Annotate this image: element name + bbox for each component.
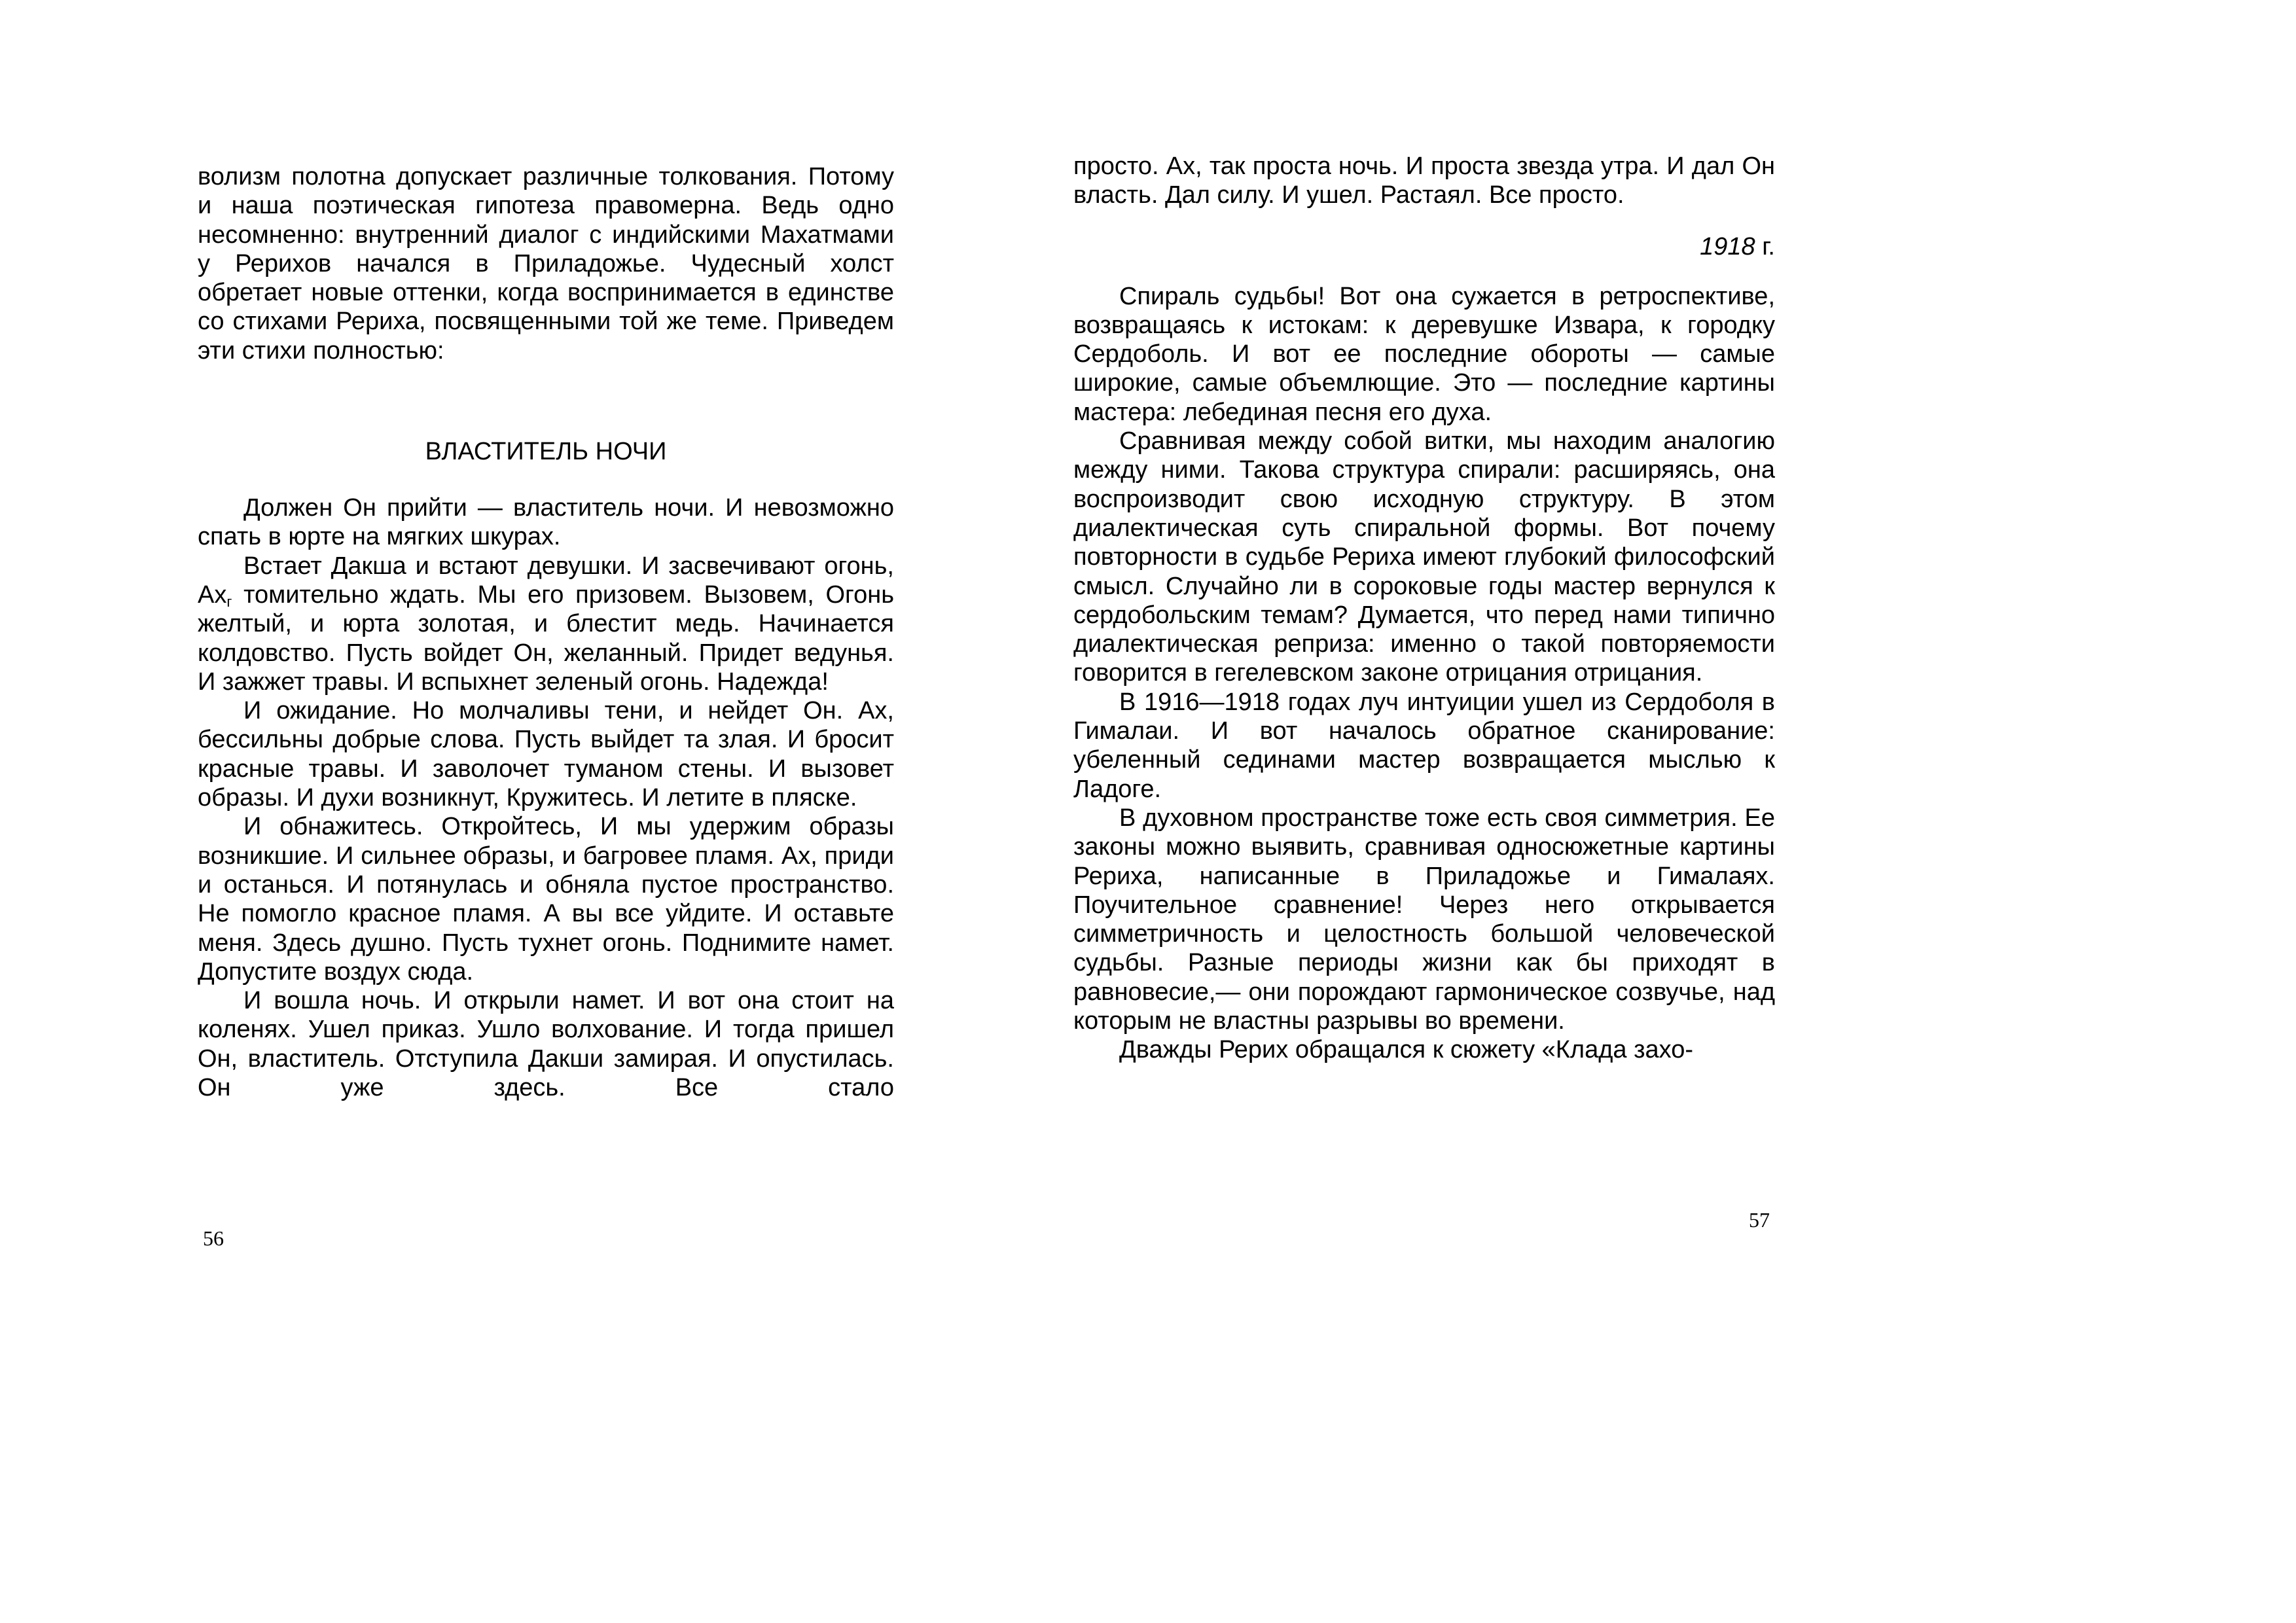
poem-paragraph: И обнажитесь. Откройтесь, И мы удержим образы возникшие. И сильнее образы, и багровее пламя. Ах, приди и останься. И потянулась и обняла пустое пространство. Не помогло красное пламя. А вы все уйдите. И оставьте меня. Здесь душно. Пусть тухнет огонь. Поднимите намет. Допустите воздух сюда. bbox=[198, 813, 894, 986]
right-text-column bbox=[1073, 152, 1775, 1065]
subscript-mark: г bbox=[226, 593, 232, 610]
poem-ending: просто. Ах, так проста ночь. И проста звезда утра. И дал Он власть. Дал силу. И ушел. Растаял. Все просто. bbox=[1073, 152, 1775, 209]
poem-text: Встает Дакша и встают девушки. И засвечивают огонь, Ах bbox=[198, 552, 894, 609]
body-paragraph: В 1916—1918 годах луч интуиции ушел из Сердоболя в Гималаи. И вот началось обратное сканирование: убеленный сединами мастер возвращается мыслью к Ладоге. bbox=[1073, 688, 1775, 803]
right-page bbox=[1073, 0, 2296, 1623]
left-text-column bbox=[198, 162, 894, 1102]
intro-paragraph: волизм полотна допускает различные толкования. Потому и наша поэтическая гипотеза правомерна. Ведь одно несомненно: внутренний диалог с индийскими Махатмами у Рерихов начался в Приладожье. Чудесный холст обретает новые оттенки, когда воспринимается в единстве со стихами Рериха, посвященными той же теме. Приведем эти стихи полностью: bbox=[198, 163, 894, 365]
poem-paragraph bbox=[198, 552, 894, 696]
page-number: 56 bbox=[203, 1226, 224, 1250]
poem-title: ВЛАСТИТЕЛЬ НОЧИ bbox=[425, 438, 667, 466]
body-paragraph: Спираль судьбы! Вот она сужается в ретроспективе, возвращаясь к истокам: к деревушке Извара, к городку Сердоболь. И вот ее последние обороты — самые широкие, самые объемлющие. Это — последние картины мастера: лебединая песня его духа. bbox=[1073, 282, 1775, 426]
poem-paragraph: Должен Он прийти — властитель ночи. И невозможно спать в юрте на мягких шкурах. bbox=[198, 494, 894, 551]
page-number: 57 bbox=[1749, 1208, 1770, 1232]
poem-paragraph: И вошла ночь. И открыли намет. И вот она стоит на коленях. Ушел приказ. Ушло волхование. И тогда пришел Он, властитель. Отступила Дакши замирая. И опустилась. Он уже здесь. Все стало bbox=[198, 987, 894, 1102]
body-paragraph: Сравнивая между собой витки, мы находим аналогию между ними. Такова структура спирали: расширяясь, она воспроизводит свою исходную структуру. В этом диалектическая суть спиральной формы. Вот почему повторности в судьбе Рериха имеют глубокий философский смысл. Случайно ли в сороковые годы мастер вернулся к сердобольским темам? Думается, что перед нами типично диалектическая реприза: именно о такой повторяемости говорится в гегелевском законе отрицания отрицания. bbox=[1073, 427, 1775, 687]
poem-date bbox=[1073, 232, 1775, 261]
poem-paragraph: И ожидание. Но молчаливы тени, и нейдет Он. Ах, бессильны добрые слова. Пусть выйдет та злая. И бросит красные травы. И заволочет туманом стены. И вызовет образы. И духи возникнут, Кружитесь. И летите в пляске. bbox=[198, 697, 894, 812]
date-suffix: г. bbox=[1755, 232, 1775, 260]
poem-text: томительно ждать. Мы его призовем. Вызовем, Огонь желтый, и юрта золотая, и блестит медь. Начинается колдовство. Пусть войдет Он, желанный. Придет ведунья. И зажжет травы. И вспыхнет зеленый огонь. Надежда! bbox=[198, 580, 894, 696]
body-paragraph: Дважды Рерих обращался к сюжету «Клада захо- bbox=[1119, 1036, 1693, 1064]
body-paragraph: В духовном пространстве тоже есть своя симметрия. Ее законы можно выявить, сравнивая односюжетные картины Рериха, написанные в Приладожье и Гималаях. Поучительное сравнение! Через него открывается симметричность и целостность большой человеческой судьбы. Разные периоды жизни как бы приходят в равновесие,— они порождают гармоническое созвучье, над которым не властны разрывы во времени. bbox=[1073, 804, 1775, 1035]
date-year: 1918 bbox=[1700, 232, 1755, 260]
